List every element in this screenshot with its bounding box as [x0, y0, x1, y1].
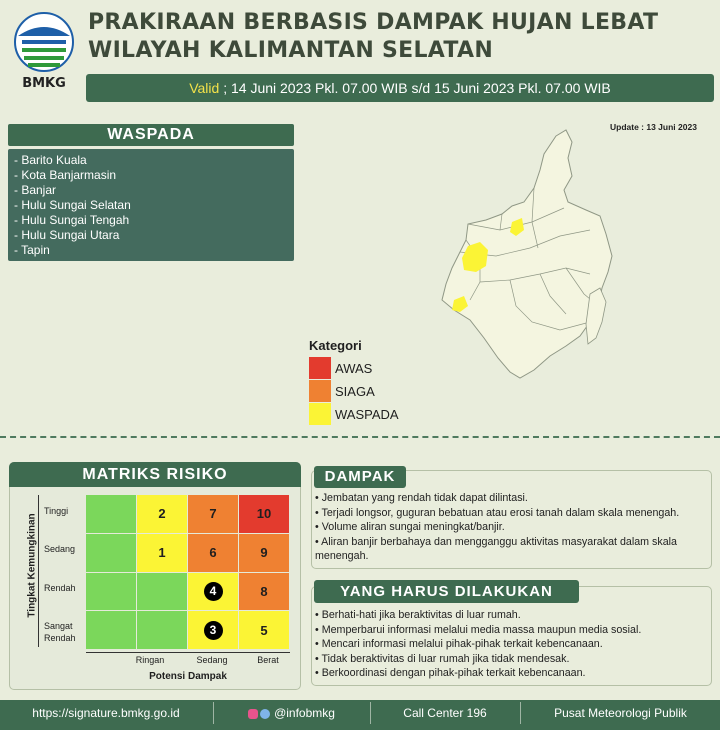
- page-title-line1: PRAKIRAAN BERBASIS DAMPAK HUJAN LEBAT: [88, 10, 659, 35]
- legend-label-waspada: WASPADA: [335, 407, 399, 422]
- region-item: - Banjar: [14, 183, 57, 197]
- region-item: - Hulu Sungai Selatan: [14, 198, 131, 212]
- list-item: • Berhati-hati jika beraktivitas di luar rumah.: [315, 609, 521, 621]
- row-label: Tinggi: [44, 506, 69, 516]
- matrix-cell: 8: [239, 573, 289, 611]
- risk-matrix-heading: MATRIKS RISIKO: [9, 462, 301, 487]
- legend-label-awas: AWAS: [335, 361, 373, 376]
- list-item: • Berkoordinasi dengan pihak-pihak terkait kebencanaan.: [315, 667, 586, 679]
- list-item: • Aliran banjir berbahaya dan mengganggu aktivitas masyarakat dalam skala menengah.: [315, 535, 677, 562]
- logo-text: BMKG: [22, 76, 66, 91]
- matrix-cell: 6: [188, 534, 238, 572]
- matrix-cell: [86, 573, 136, 611]
- list-item: • Mencari informasi melalui pihak-pihak terkait kebencanaan.: [315, 638, 603, 650]
- matrix-cell: 2: [137, 495, 187, 533]
- region-item: - Hulu Sungai Tengah: [14, 213, 130, 227]
- waspada-heading: WASPADA: [8, 124, 294, 146]
- x-axis-label: Potensi Dampak: [149, 671, 227, 682]
- twitter-icon: [260, 709, 270, 719]
- website-link[interactable]: https://signature.bmkg.go.id: [32, 706, 180, 720]
- legend-swatch-awas: [309, 357, 331, 379]
- col-label: Ringan: [135, 655, 165, 665]
- risk-matrix-grid: [86, 495, 289, 649]
- legend-swatch-siaga: [309, 380, 331, 402]
- legend-title: Kategori: [309, 338, 362, 353]
- legend-label-siaga: SIAGA: [335, 384, 375, 399]
- list-item: • Tidak beraktivitas di luar rumah jika tidak mendesak.: [315, 652, 570, 665]
- matrix-cell: 10: [239, 495, 289, 533]
- valid-label: Valid: [189, 80, 220, 96]
- action-list: [315, 608, 707, 681]
- region-item: - Kota Banjarmasin: [14, 168, 117, 182]
- matrix-cell-selected: [188, 611, 238, 649]
- list-item: • Memperbarui informasi melalui media massa maupun media sosial.: [315, 623, 642, 636]
- social-handle-text: @infobmkg: [274, 706, 335, 720]
- matrix-cell: [86, 534, 136, 572]
- action-heading: YANG HARUS DILAKUKAN: [314, 580, 579, 603]
- x-axis-line: [86, 652, 290, 653]
- col-label: Berat: [257, 655, 279, 665]
- row-label: Rendah: [44, 583, 76, 593]
- waspada-region-list: [8, 149, 294, 261]
- list-item: • Volume aliran sungai meningkat/banjir.: [315, 521, 505, 533]
- dampak-list: [315, 491, 707, 564]
- matrix-cell: [137, 611, 187, 649]
- matrix-cell-selected: [188, 573, 238, 611]
- selected-risk-marker: 3: [204, 621, 223, 640]
- row-label: Sangat Rendah: [44, 621, 76, 643]
- valid-range: ; 14 Juni 2023 Pkl. 07.00 WIB s/d 15 Juni 2023 Pkl. 07.00 WIB: [219, 80, 611, 96]
- social-handle[interactable]: [214, 700, 369, 726]
- y-axis-line: [38, 495, 39, 647]
- section-divider: [0, 436, 720, 438]
- dampak-heading: DAMPAK: [314, 466, 406, 488]
- col-label: Sedang: [196, 655, 228, 665]
- region-item: - Tapin: [14, 243, 50, 257]
- matrix-cell: 1: [137, 534, 187, 572]
- matrix-cell: [86, 611, 136, 649]
- instagram-icon: [248, 709, 258, 719]
- matrix-cell: 9: [239, 534, 289, 572]
- list-item: • Jembatan yang rendah tidak dapat dilintasi.: [315, 492, 528, 504]
- list-item: • Terjadi longsor, guguran bebatuan atau erosi tanah dalam skala menengah.: [315, 506, 680, 519]
- update-date: Update : 13 Juni 2023: [610, 122, 697, 132]
- row-label: Sedang: [44, 544, 76, 554]
- matrix-cell: [86, 495, 136, 533]
- matrix-cell: 5: [239, 611, 289, 649]
- matrix-cell: [137, 573, 187, 611]
- call-center: Call Center 196: [403, 706, 487, 720]
- matrix-cell: 7: [188, 495, 238, 533]
- kalsel-map: [440, 124, 660, 434]
- valid-period-bar: [86, 74, 714, 102]
- publisher: Pusat Meteorologi Publik: [554, 706, 687, 720]
- y-axis-label: Tingkat Kemungkinan: [26, 513, 38, 618]
- legend-swatch-waspada: [309, 403, 331, 425]
- region-item: - Barito Kuala: [14, 153, 87, 167]
- selected-risk-marker: 4: [204, 582, 223, 601]
- region-item: - Hulu Sungai Utara: [14, 228, 120, 242]
- page-title-line2: WILAYAH KALIMANTAN SELATAN: [88, 38, 494, 63]
